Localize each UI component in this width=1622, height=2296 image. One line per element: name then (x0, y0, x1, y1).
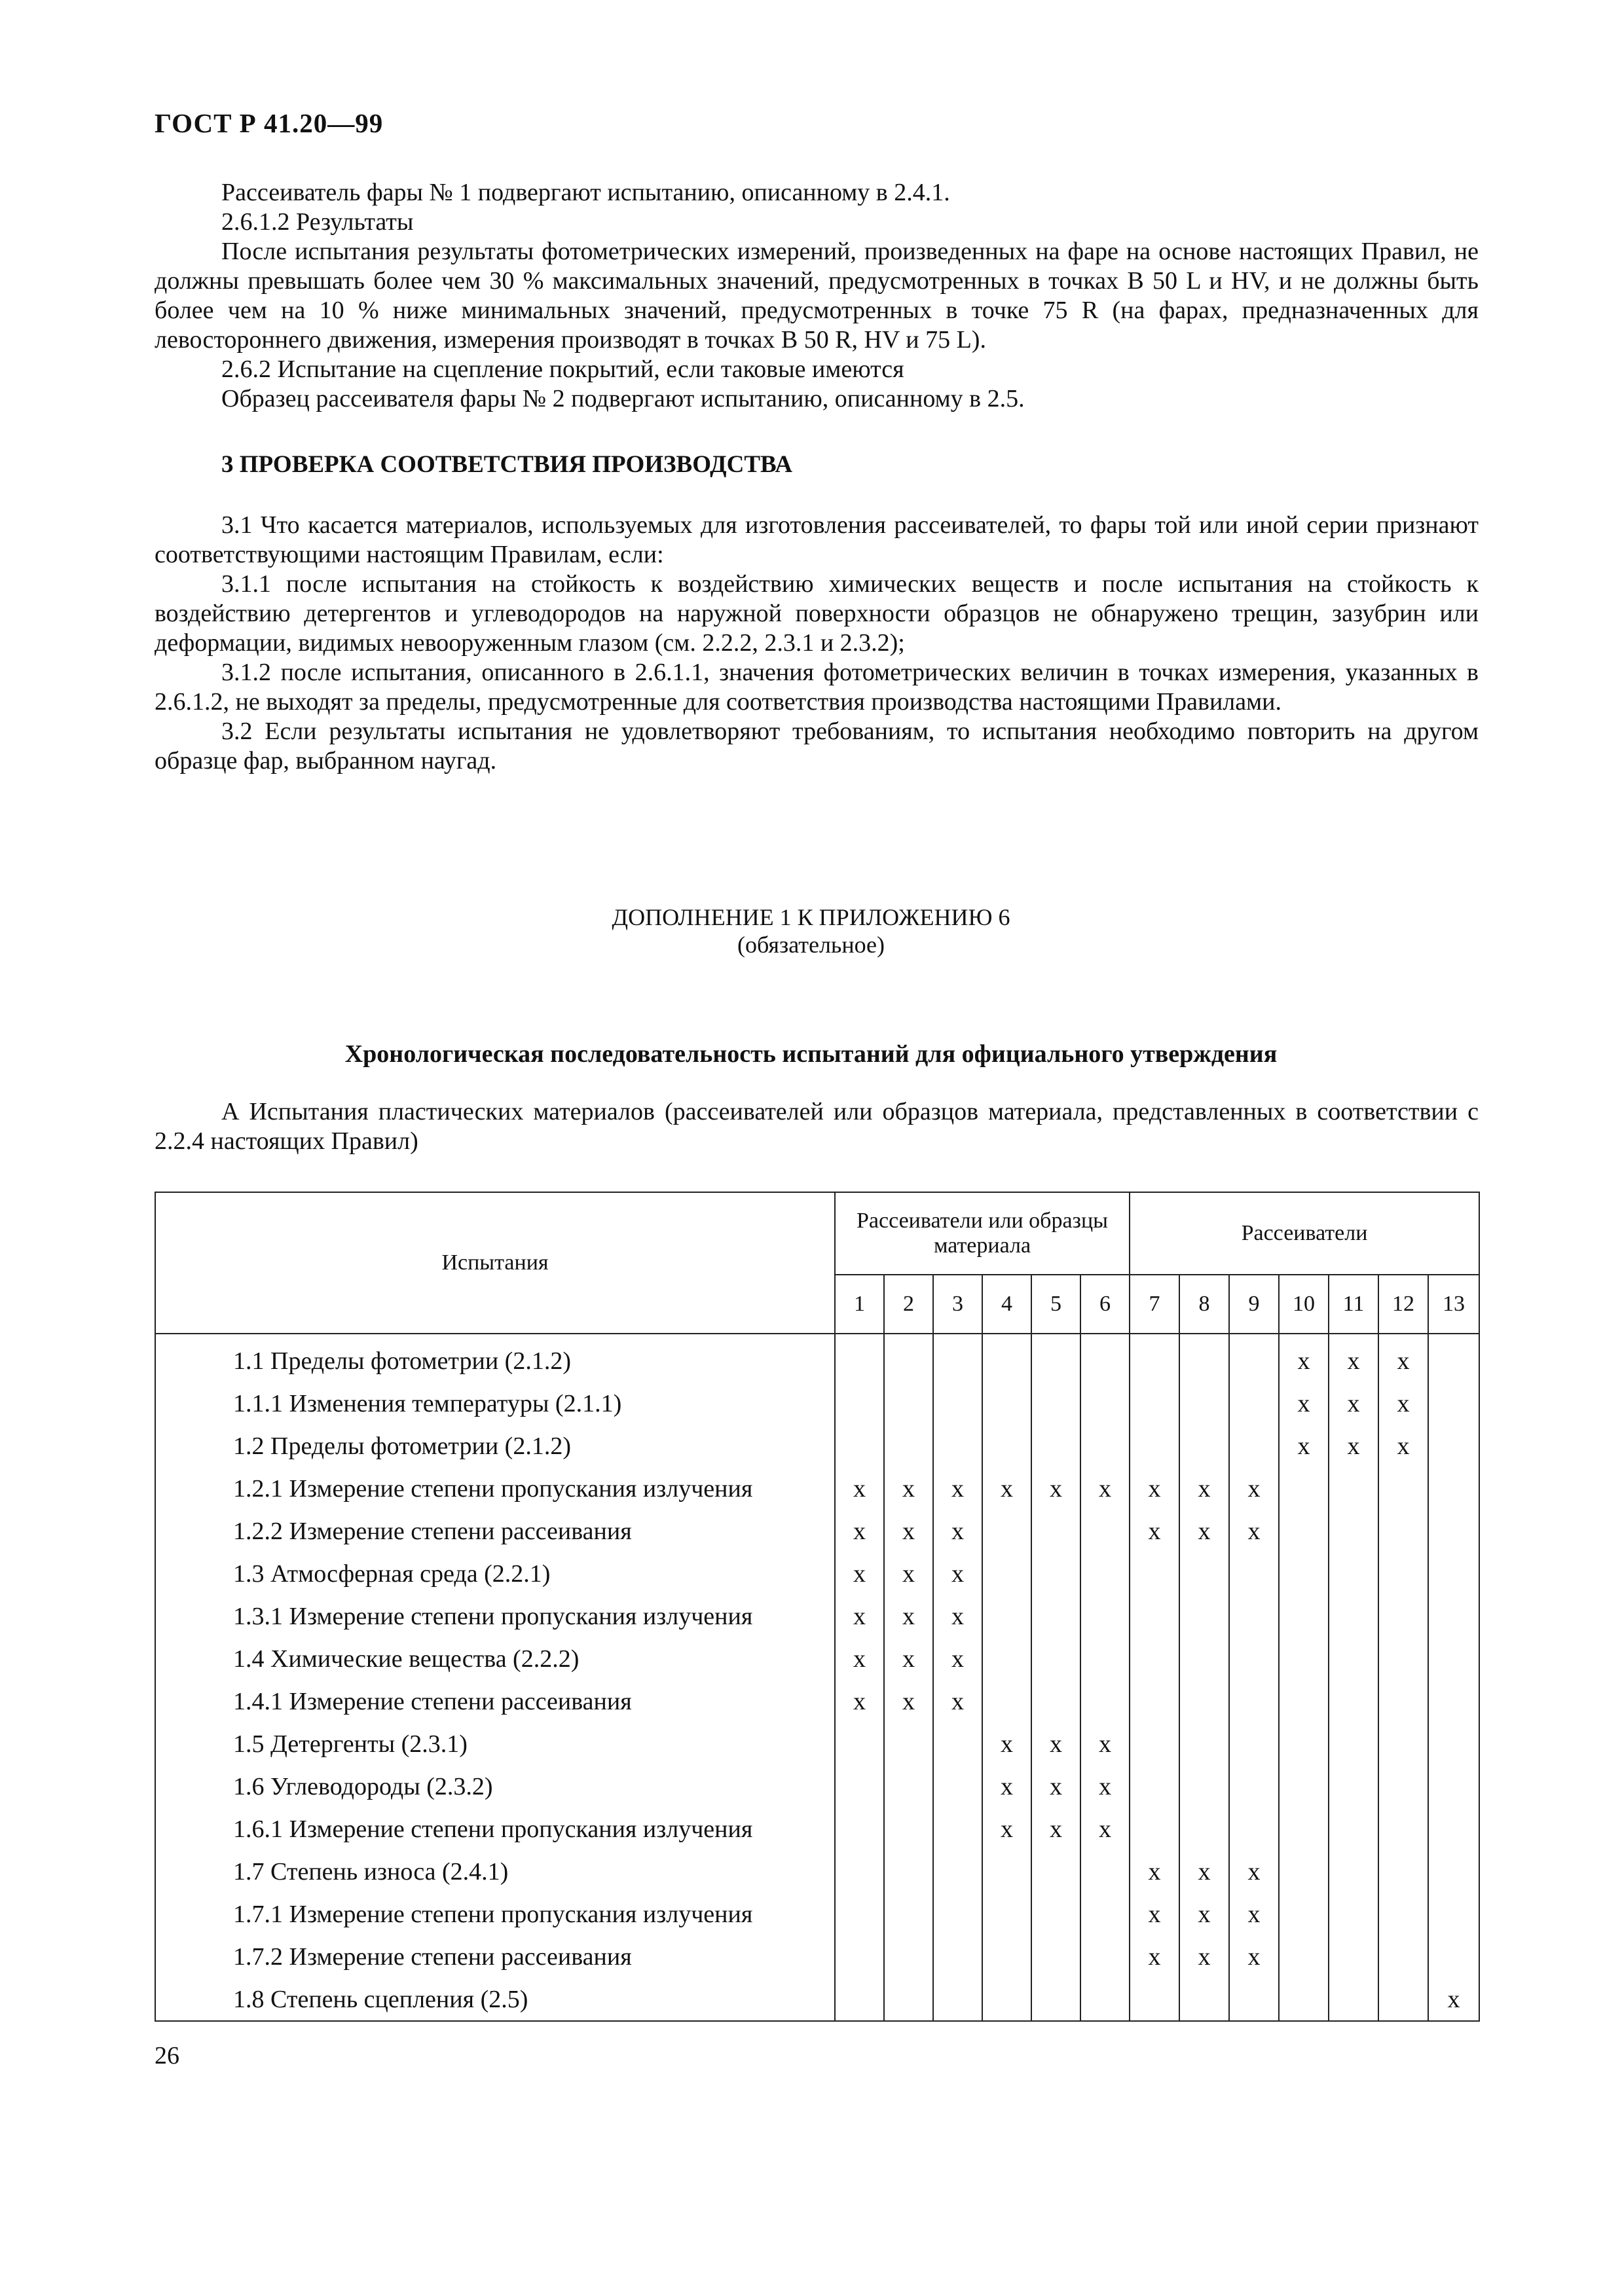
paragraph: 3.1 Что касается материалов, используемых для изготовления рассеивателей, то фары той или иной серии признают соответствующими настоящим Правилам, если: (155, 511, 1479, 568)
mark-cell (1080, 1893, 1130, 1935)
mark-cell (1378, 1552, 1428, 1595)
mark-cell (1329, 1893, 1378, 1935)
top-paragraphs (155, 178, 1479, 414)
mark-cell (982, 1893, 1031, 1935)
mark-cell: x (1378, 1334, 1428, 1382)
mark-cell (1279, 1680, 1329, 1722)
mark-cell (933, 1334, 982, 1382)
mark-cell: x (1031, 1808, 1080, 1850)
mark-cell (1229, 1680, 1279, 1722)
mark-cell (1428, 1765, 1479, 1808)
mark-cell (1428, 1850, 1479, 1893)
test-name-cell: 1.2 Пределы фотометрии (2.1.2) (155, 1425, 835, 1467)
table-row (155, 1978, 1479, 2021)
test-name-cell: 1.2.1 Измерение степени пропускания излучения (155, 1467, 835, 1510)
test-name-cell: 1.6.1 Измерение степени пропускания излучения (155, 1808, 835, 1850)
mark-cell (933, 1850, 982, 1893)
mark-cell: x (933, 1552, 982, 1595)
mark-cell (1378, 1467, 1428, 1510)
mark-cell (982, 1935, 1031, 1978)
chronology-title: Хронологическая последовательность испытаний для официального утверждения (344, 1040, 1278, 1068)
mark-cell (1080, 1510, 1130, 1552)
mark-cell (933, 1382, 982, 1425)
mark-cell (1329, 1808, 1378, 1850)
mark-cell (1179, 1595, 1229, 1637)
mark-cell (835, 1765, 884, 1808)
mark-cell: x (1179, 1850, 1229, 1893)
mark-cell (884, 1893, 933, 1935)
test-name-cell: 1.3.1 Измерение степени пропускания излучения (155, 1595, 835, 1637)
paragraph: А Испытания пластических материалов (рассеивателей или образцов материала, представленных в соответствии с 2.2.4 настоящих Правил) (155, 1098, 1479, 1155)
mark-cell: x (1329, 1382, 1378, 1425)
mark-cell (835, 1808, 884, 1850)
header-column-number: 2 (884, 1275, 933, 1334)
mark-cell (1130, 1978, 1179, 2021)
mark-cell (1378, 1765, 1428, 1808)
mark-cell: x (1031, 1722, 1080, 1765)
mark-cell (1130, 1382, 1179, 1425)
mark-cell: x (933, 1680, 982, 1722)
header-group-lenses-or-samples: Рассеиватели или образцы материала (835, 1192, 1130, 1275)
mark-cell (982, 1978, 1031, 2021)
mark-cell (1080, 1425, 1130, 1467)
section-title: 3 ПРОВЕРКА СООТВЕТСТВИЯ ПРОИЗВОДСТВА (221, 451, 793, 478)
mark-cell (933, 1425, 982, 1467)
mark-cell (1329, 1722, 1378, 1765)
mark-cell: x (1179, 1935, 1229, 1978)
table-row (155, 1765, 1479, 1808)
mark-cell: x (1229, 1510, 1279, 1552)
header-column-number: 10 (1279, 1275, 1329, 1334)
mark-cell: x (835, 1680, 884, 1722)
header-column-number: 1 (835, 1275, 884, 1334)
mark-cell: x (982, 1765, 1031, 1808)
mark-cell (1279, 1850, 1329, 1893)
mark-cell: x (1378, 1382, 1428, 1425)
mark-cell (1428, 1334, 1479, 1382)
mark-cell (982, 1425, 1031, 1467)
table-row (155, 1334, 1479, 1382)
mark-cell (982, 1334, 1031, 1382)
mark-cell (1329, 1467, 1378, 1510)
mark-cell: x (1031, 1765, 1080, 1808)
mark-cell: x (835, 1467, 884, 1510)
mark-cell (1031, 1595, 1080, 1637)
mark-cell: x (1279, 1382, 1329, 1425)
mark-cell (1179, 1334, 1229, 1382)
mark-cell: x (1179, 1510, 1229, 1552)
table-row (155, 1510, 1479, 1552)
mark-cell: x (1229, 1467, 1279, 1510)
header-column-number: 5 (1031, 1275, 1080, 1334)
mark-cell (982, 1382, 1031, 1425)
mark-cell (933, 1722, 982, 1765)
mark-cell (1329, 1552, 1378, 1595)
mark-cell: x (933, 1595, 982, 1637)
mark-cell (1031, 1382, 1080, 1425)
mark-cell (933, 1808, 982, 1850)
header-tests: Испытания (155, 1192, 835, 1334)
mark-cell (1229, 1978, 1279, 2021)
mark-cell (1179, 1722, 1229, 1765)
mark-cell: x (1130, 1510, 1179, 1552)
mark-cell (835, 1935, 884, 1978)
mark-cell (933, 1935, 982, 1978)
supplement-subtitle: (обязательное) (737, 932, 885, 958)
header-column-number: 6 (1080, 1275, 1130, 1334)
mark-cell (884, 1425, 933, 1467)
mark-cell (1130, 1334, 1179, 1382)
mark-cell: x (933, 1510, 982, 1552)
table-row (155, 1935, 1479, 1978)
mark-cell (1329, 1935, 1378, 1978)
paragraph: 2.6.1.2 Результаты (221, 208, 414, 236)
mark-cell (1130, 1552, 1179, 1595)
mark-cell (1428, 1637, 1479, 1680)
test-name-cell: 1.1.1 Изменения температуры (2.1.1) (155, 1382, 835, 1425)
mark-cell (1229, 1334, 1279, 1382)
mark-cell (1229, 1722, 1279, 1765)
mark-cell (1378, 1510, 1428, 1552)
mark-cell (835, 1334, 884, 1382)
mark-cell (884, 1935, 933, 1978)
header-column-number: 13 (1428, 1275, 1479, 1334)
header-column-number: 3 (933, 1275, 982, 1334)
supplement-title: ДОПОЛНЕНИЕ 1 К ПРИЛОЖЕНИЮ 6 (612, 904, 1010, 930)
mark-cell: x (1080, 1467, 1130, 1510)
mark-cell: x (1130, 1467, 1179, 1510)
mark-cell (884, 1334, 933, 1382)
mark-cell (1080, 1850, 1130, 1893)
mark-cell (1130, 1637, 1179, 1680)
mark-cell (1179, 1978, 1229, 2021)
mark-cell (1130, 1595, 1179, 1637)
mark-cell (1428, 1467, 1479, 1510)
mark-cell (1279, 1808, 1329, 1850)
test-name-cell: 1.4 Химические вещества (2.2.2) (155, 1637, 835, 1680)
tests-table (155, 1192, 1480, 2022)
mark-cell (1428, 1382, 1479, 1425)
mark-cell (1031, 1510, 1080, 1552)
table-row (155, 1595, 1479, 1637)
paragraph: 2.6.2 Испытание на сцепление покрытий, если таковые имеются (221, 355, 904, 383)
mark-cell: x (933, 1467, 982, 1510)
mark-cell (1428, 1808, 1479, 1850)
mark-cell (1279, 1552, 1329, 1595)
mark-cell (933, 1978, 982, 2021)
mark-cell: x (982, 1467, 1031, 1510)
mark-cell (1279, 1467, 1329, 1510)
table-row (155, 1467, 1479, 1510)
header-column-number: 9 (1229, 1275, 1279, 1334)
mark-cell: x (1179, 1893, 1229, 1935)
mark-cell (1080, 1334, 1130, 1382)
mark-cell (982, 1637, 1031, 1680)
test-name-cell: 1.7.2 Измерение степени рассеивания (155, 1935, 835, 1978)
mark-cell (982, 1850, 1031, 1893)
table-row (155, 1637, 1479, 1680)
document-code-header: ГОСТ Р 41.20—99 (155, 108, 384, 138)
mark-cell: x (1080, 1808, 1130, 1850)
mark-cell (1031, 1552, 1080, 1595)
mark-cell (1279, 1595, 1329, 1637)
mark-cell (1378, 1808, 1428, 1850)
header-column-number: 12 (1378, 1275, 1428, 1334)
mark-cell: x (884, 1637, 933, 1680)
mark-cell (1279, 1978, 1329, 2021)
table-row (155, 1808, 1479, 1850)
mark-cell (1031, 1935, 1080, 1978)
mark-cell (1229, 1382, 1279, 1425)
mark-cell (1080, 1595, 1130, 1637)
mark-cell (1130, 1680, 1179, 1722)
mark-cell (1031, 1850, 1080, 1893)
mark-cell (884, 1382, 933, 1425)
mark-cell (1279, 1935, 1329, 1978)
mark-cell (1329, 1850, 1378, 1893)
mark-cell (1428, 1552, 1479, 1595)
mark-cell (835, 1382, 884, 1425)
mark-cell (1130, 1765, 1179, 1808)
table-row (155, 1850, 1479, 1893)
test-name-cell: 1.6 Углеводороды (2.3.2) (155, 1765, 835, 1808)
table-row (155, 1425, 1479, 1467)
mark-cell (835, 1978, 884, 2021)
mark-cell (1031, 1680, 1080, 1722)
test-name-cell: 1.7.1 Измерение степени пропускания излучения (155, 1893, 835, 1935)
mark-cell: x (1428, 1978, 1479, 2021)
mark-cell (884, 1978, 933, 2021)
mark-cell: x (835, 1510, 884, 1552)
mark-cell (1428, 1935, 1479, 1978)
mark-cell (1428, 1425, 1479, 1467)
mark-cell (1279, 1637, 1329, 1680)
mark-cell: x (1329, 1334, 1378, 1382)
test-name-cell: 1.7 Степень износа (2.4.1) (155, 1850, 835, 1893)
mark-cell (835, 1722, 884, 1765)
mark-cell (1378, 1637, 1428, 1680)
mark-cell (1080, 1680, 1130, 1722)
mark-cell (1031, 1334, 1080, 1382)
mark-cell (1229, 1552, 1279, 1595)
test-name-cell: 1.5 Детергенты (2.3.1) (155, 1722, 835, 1765)
table-row (155, 1680, 1479, 1722)
mark-cell (982, 1595, 1031, 1637)
paragraph: Рассеиватель фары № 1 подвергают испытанию, описанному в 2.4.1. (221, 179, 950, 206)
mark-cell (1279, 1765, 1329, 1808)
mark-cell (1279, 1510, 1329, 1552)
mark-cell (1329, 1637, 1378, 1680)
mark-cell (1130, 1808, 1179, 1850)
mark-cell (835, 1850, 884, 1893)
test-name-cell: 1.3 Атмосферная среда (2.2.1) (155, 1552, 835, 1595)
mark-cell (1229, 1595, 1279, 1637)
mark-cell (1279, 1893, 1329, 1935)
mark-cell: x (884, 1680, 933, 1722)
paragraph: 3.1.2 после испытания, описанного в 2.6.1.1, значения фотометрических величин в точках измерения, указанных в 2.6.1.2, не выходят за пределы, предусмотренные для соответствия производства настоящими Правилами. (155, 659, 1479, 716)
mark-cell (982, 1552, 1031, 1595)
header-column-number: 11 (1329, 1275, 1378, 1334)
mark-cell (1179, 1680, 1229, 1722)
mark-cell: x (1229, 1893, 1279, 1935)
mark-cell (835, 1425, 884, 1467)
mark-cell (1130, 1425, 1179, 1467)
mark-cell (884, 1850, 933, 1893)
mark-cell (982, 1510, 1031, 1552)
mark-cell (1179, 1425, 1229, 1467)
mark-cell (1179, 1637, 1229, 1680)
mark-cell: x (835, 1552, 884, 1595)
mark-cell (884, 1722, 933, 1765)
mark-cell (982, 1680, 1031, 1722)
mark-cell (1229, 1425, 1279, 1467)
mark-cell (1428, 1510, 1479, 1552)
mark-cell: x (835, 1637, 884, 1680)
mark-cell: x (982, 1722, 1031, 1765)
mark-cell (1279, 1722, 1329, 1765)
mark-cell (1080, 1978, 1130, 2021)
mark-cell (1378, 1978, 1428, 2021)
table-row (155, 1382, 1479, 1425)
mark-cell (1329, 1595, 1378, 1637)
mark-cell (1428, 1893, 1479, 1935)
mark-cell (1428, 1722, 1479, 1765)
mark-cell (835, 1893, 884, 1935)
mark-cell (1329, 1680, 1378, 1722)
mark-cell: x (1229, 1850, 1279, 1893)
mark-cell (1378, 1850, 1428, 1893)
table-row (155, 1552, 1479, 1595)
mark-cell (1031, 1978, 1080, 2021)
mark-cell (1229, 1765, 1279, 1808)
mark-cell (1378, 1680, 1428, 1722)
table-row (155, 1893, 1479, 1935)
header-group-lenses: Рассеиватели (1130, 1192, 1479, 1275)
mark-cell: x (884, 1510, 933, 1552)
mark-cell: x (1031, 1467, 1080, 1510)
test-name-cell: 1.1 Пределы фотометрии (2.1.2) (155, 1334, 835, 1382)
mark-cell (1179, 1808, 1229, 1850)
mark-cell: x (933, 1637, 982, 1680)
table-body (155, 1334, 1479, 2021)
mark-cell (1428, 1595, 1479, 1637)
test-name-cell: 1.8 Степень сцепления (2.5) (155, 1978, 835, 2021)
test-name-cell: 1.2.2 Измерение степени рассеивания (155, 1510, 835, 1552)
mark-cell: x (1229, 1935, 1279, 1978)
mark-cell (1179, 1765, 1229, 1808)
mark-cell: x (1329, 1425, 1378, 1467)
paragraph: 3.2 Если результаты испытания не удовлетворяют требованиям, то испытания необходимо повторить на другом образце фар, выбранном наугад. (155, 718, 1479, 774)
mark-cell (1378, 1893, 1428, 1935)
mark-cell: x (1179, 1467, 1229, 1510)
mark-cell: x (982, 1808, 1031, 1850)
mark-cell (1378, 1935, 1428, 1978)
mark-cell: x (1080, 1722, 1130, 1765)
mark-cell (884, 1808, 933, 1850)
mark-cell (933, 1765, 982, 1808)
paragraph: 3.1.1 после испытания на стойкость к воздействию химических веществ и после испытания на стойкость к воздействию детергентов и углеводородов на наружной поверхности образцов не обнаружено трещин, зазубрин или деформации, видимых невооруженным глазом (см. 2.2.2, 2.3.1 и 2.3.2); (155, 570, 1479, 657)
mark-cell: x (835, 1595, 884, 1637)
mark-cell: x (1130, 1850, 1179, 1893)
mark-cell (1031, 1637, 1080, 1680)
page-number: 26 (155, 2042, 179, 2069)
mark-cell (1329, 1510, 1378, 1552)
mark-cell (1229, 1808, 1279, 1850)
mark-cell (1130, 1722, 1179, 1765)
mark-cell (1378, 1595, 1428, 1637)
header-column-number: 8 (1179, 1275, 1229, 1334)
paragraph: Образец рассеивателя фары № 2 подвергают испытанию, описанному в 2.5. (221, 385, 1025, 412)
mark-cell: x (1279, 1425, 1329, 1467)
mark-cell: x (1130, 1935, 1179, 1978)
paragraph: После испытания результаты фотометрических измерений, произведенных на фаре на основе настоящих Правил, не должны превышать более чем 30 % максимальных значений, предусмотренных в точках B 50 L и HV, и не должны быть более чем на 10 % ниже минимальных значений, предусмотренных в точке 75 R (на фарах, предназначенных для левостороннего движения, измерения производят в точках B 50 R, HV и 75 L). (155, 238, 1479, 354)
mark-cell (1378, 1722, 1428, 1765)
mark-cell (1179, 1382, 1229, 1425)
mark-cell (1428, 1680, 1479, 1722)
mark-cell (1031, 1425, 1080, 1467)
header-column-number: 7 (1130, 1275, 1179, 1334)
table-row (155, 1722, 1479, 1765)
mark-cell (1179, 1552, 1229, 1595)
test-name-cell: 1.4.1 Измерение степени рассеивания (155, 1680, 835, 1722)
mark-cell: x (884, 1595, 933, 1637)
mark-cell: x (884, 1467, 933, 1510)
mark-cell: x (884, 1552, 933, 1595)
header-column-number: 4 (982, 1275, 1031, 1334)
mark-cell (1329, 1978, 1378, 2021)
section-paragraphs (155, 511, 1479, 776)
mark-cell (1329, 1765, 1378, 1808)
mark-cell (1080, 1382, 1130, 1425)
mark-cell (884, 1765, 933, 1808)
chronology-intro (155, 1097, 1479, 1156)
mark-cell (1031, 1893, 1080, 1935)
mark-cell: x (1130, 1893, 1179, 1935)
mark-cell: x (1378, 1425, 1428, 1467)
mark-cell (933, 1893, 982, 1935)
mark-cell (1080, 1935, 1130, 1978)
mark-cell (1080, 1552, 1130, 1595)
mark-cell (1229, 1637, 1279, 1680)
mark-cell (1080, 1637, 1130, 1680)
mark-cell: x (1080, 1765, 1130, 1808)
mark-cell: x (1279, 1334, 1329, 1382)
